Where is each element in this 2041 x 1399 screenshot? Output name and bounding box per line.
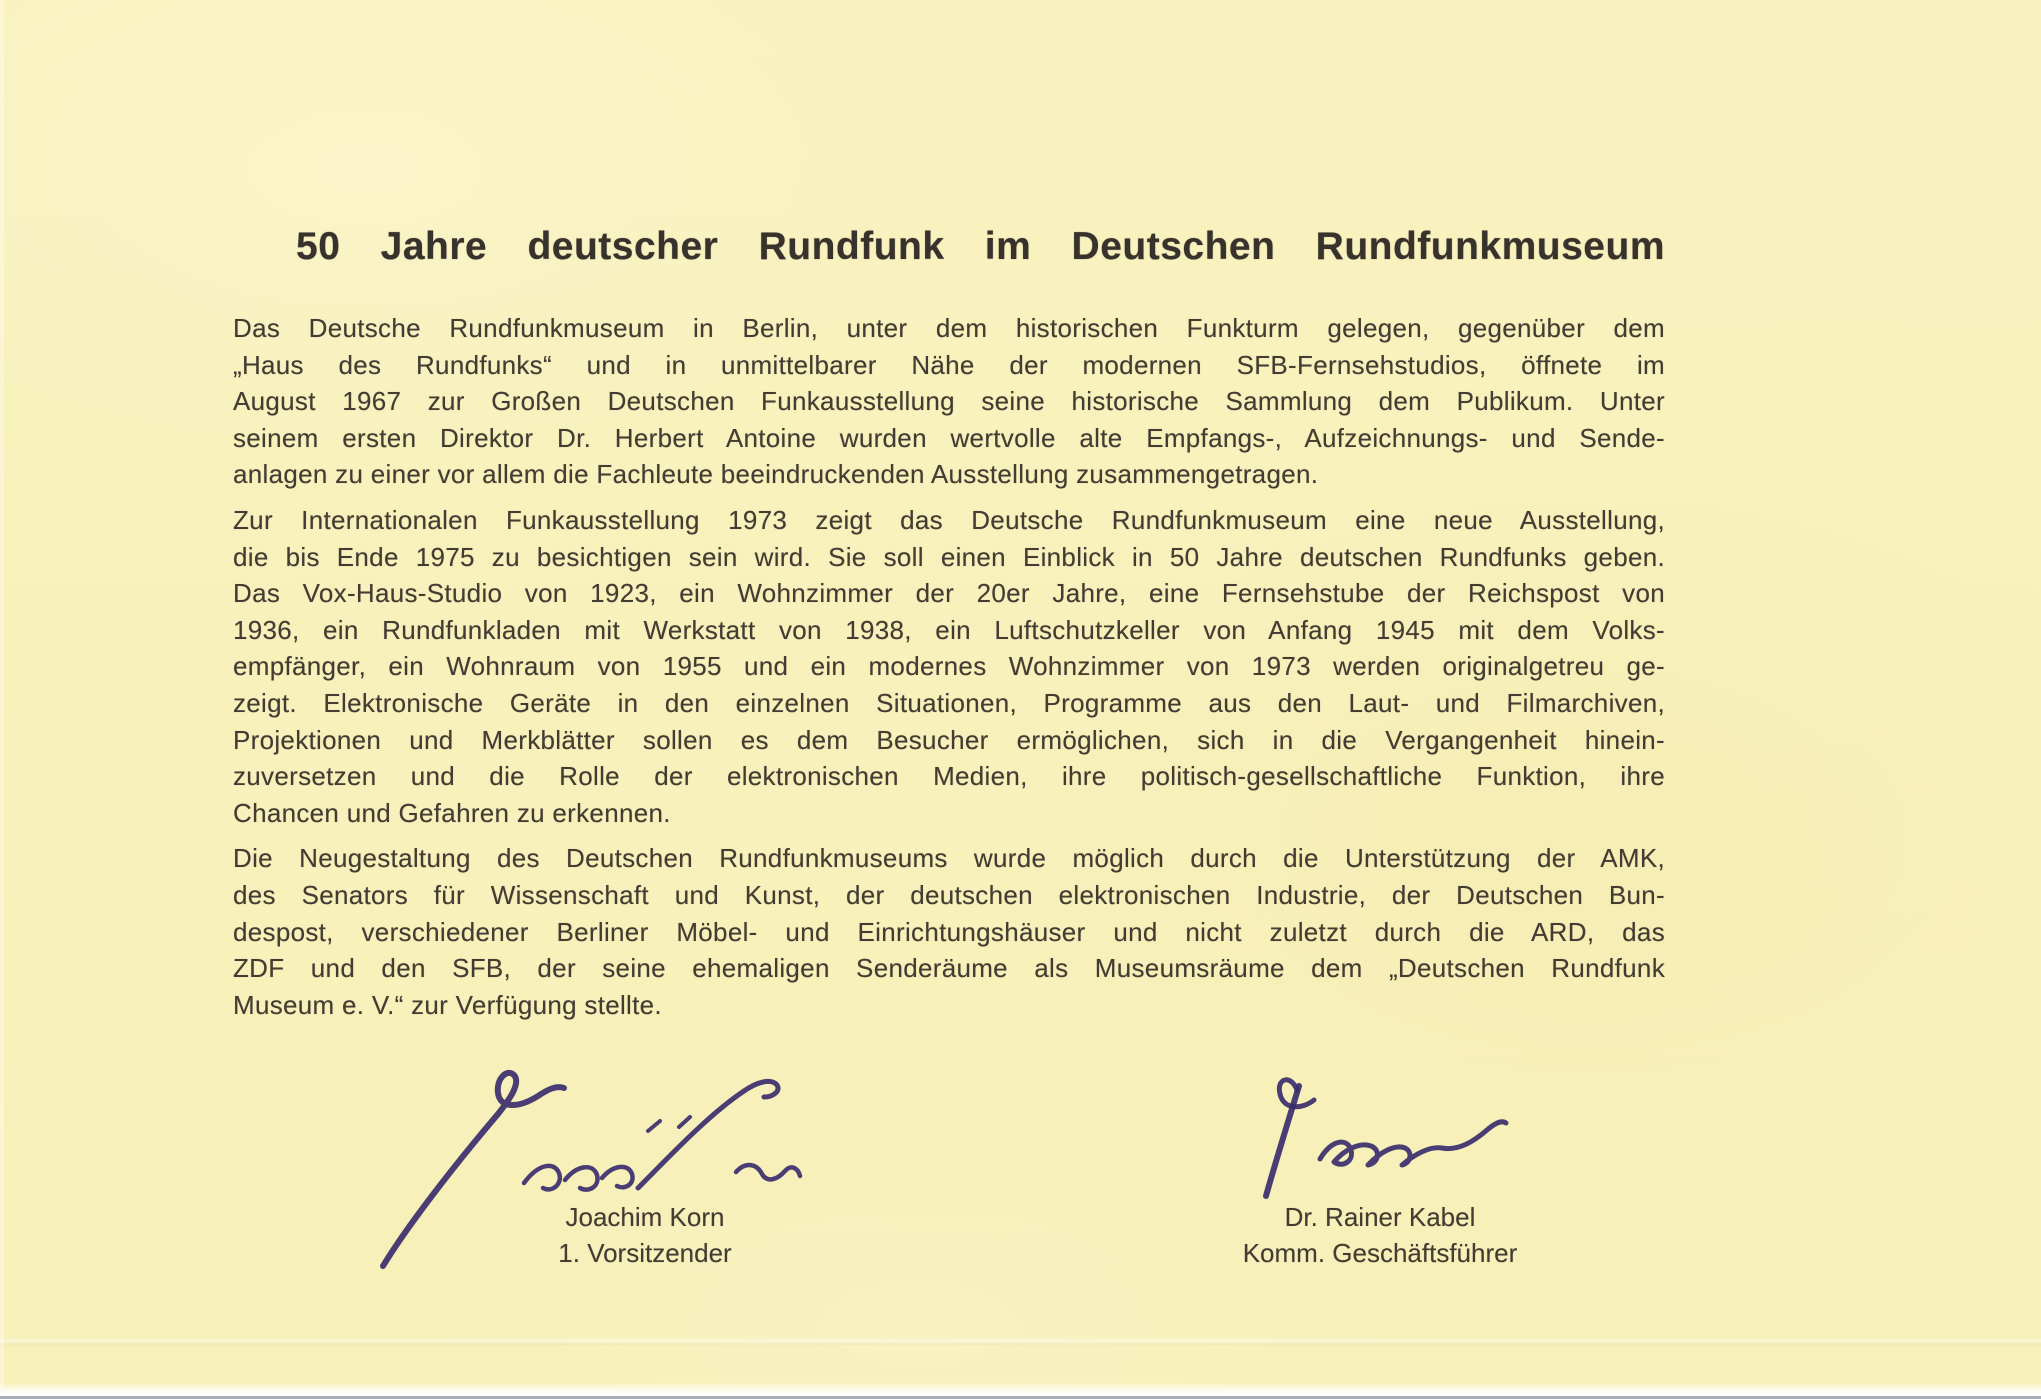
signatory-role: Komm. Geschäftsführer xyxy=(1242,1238,1518,1268)
paragraph xyxy=(233,502,1665,831)
paragraph-line: ZDF und den SFB, der seine ehemaligen Senderäume als Museumsräume dem „Deutschen Rundfunk xyxy=(233,953,1665,984)
rainer-kabel-signature-ink xyxy=(1246,1070,1514,1215)
document-title: 50 Jahre deutscher Rundfunk im Deutschen Rundfunkmuseum xyxy=(296,225,1665,268)
paragraph-line: empfänger, ein Wohnraum von 1955 und ein modernes Wohnzimmer von 1973 werden originalgetreu ge- xyxy=(233,651,1665,682)
paragraph-line: Das Deutsche Rundfunkmuseum in Berlin, unter dem historischen Funkturm gelegen, gegenüber dem xyxy=(233,313,1665,343)
paragraph-line: die bis Ende 1975 zu besichtigen sein wird. Sie soll einen Einblick in 50 Jahre deutschen Rundfunks geben. xyxy=(233,541,1665,572)
signatory-role: 1. Vorsitzender xyxy=(558,1238,732,1268)
paragraph-line: 1936, ein Rundfunkladen mit Werkstatt von 1938, ein Luftschutzkeller von Anfang 1945 mit dem Volks- xyxy=(233,614,1665,645)
scan-bottom-strip xyxy=(0,1383,2041,1396)
paragraph-line: anlagen zu einer vor allem die Fachleute beeindruckenden Ausstellung zusammengetragen. xyxy=(233,459,1319,490)
paragraph-line: Museum e. V.“ zur Verfügung stellte. xyxy=(233,989,662,1020)
document-body xyxy=(233,310,1665,1032)
paragraph-line: Zur Internationalen Funkausstellung 1973 zeigt das Deutsche Rundfunkmuseum eine neue Ausstellung, xyxy=(233,504,1665,535)
paragraph-line: Das Vox-Haus-Studio von 1923, ein Wohnzimmer der 20er Jahre, eine Fernsehstube der Reichspost von xyxy=(233,578,1665,609)
signature-block-joachim-korn xyxy=(430,1199,860,1271)
paragraph-line: zuversetzen und die Rolle der elektronischen Medien, ihre politisch-gesellschaftliche Funktion, ihre xyxy=(233,761,1665,792)
paragraph xyxy=(233,840,1665,1023)
paragraph-line: Die Neugestaltung des Deutschen Rundfunkmuseums wurde möglich durch die Unterstützung der AMK, xyxy=(233,843,1665,874)
signature-block-rainer-kabel xyxy=(1165,1199,1595,1271)
paragraph-line: des Senators für Wissenschaft und Kunst, der deutschen elektronischen Industrie, der Deutschen Bun- xyxy=(233,879,1665,910)
signatory-name: Joachim Korn xyxy=(565,1202,725,1232)
paragraph-line: zeigt. Elektronische Geräte in den einzelnen Situationen, Programme aus den Laut- und Filmarchiven, xyxy=(233,687,1665,718)
paragraph-line: seinem ersten Direktor Dr. Herbert Antoine wurden wertvolle alte Empfangs-, Aufzeichnungs- und Sende- xyxy=(233,422,1665,453)
paragraph-line: „Haus des Rundfunks“ und in unmittelbarer Nähe der modernen SFB-Fernsehstudios, öffnete im xyxy=(233,349,1665,380)
paragraph-line: despost, verschiedener Berliner Möbel- und Einrichtungshäuser und nicht zuletzt durch die ARD, das xyxy=(233,916,1665,947)
signatory-name: Dr. Rainer Kabel xyxy=(1284,1202,1476,1232)
paper-crease xyxy=(0,1337,2041,1345)
paragraph xyxy=(233,310,1665,493)
scan-left-edge xyxy=(0,0,4,1399)
paragraph-line: Projektionen und Merkblätter sollen es dem Besucher ermöglichen, sich in die Vergangenheit hinein- xyxy=(233,724,1665,755)
paragraph-line: Chancen und Gefahren zu erkennen. xyxy=(233,797,671,828)
paragraph-line: August 1967 zur Großen Deutschen Funkausstellung seine historische Sammlung dem Publikum. Unter xyxy=(233,386,1665,417)
